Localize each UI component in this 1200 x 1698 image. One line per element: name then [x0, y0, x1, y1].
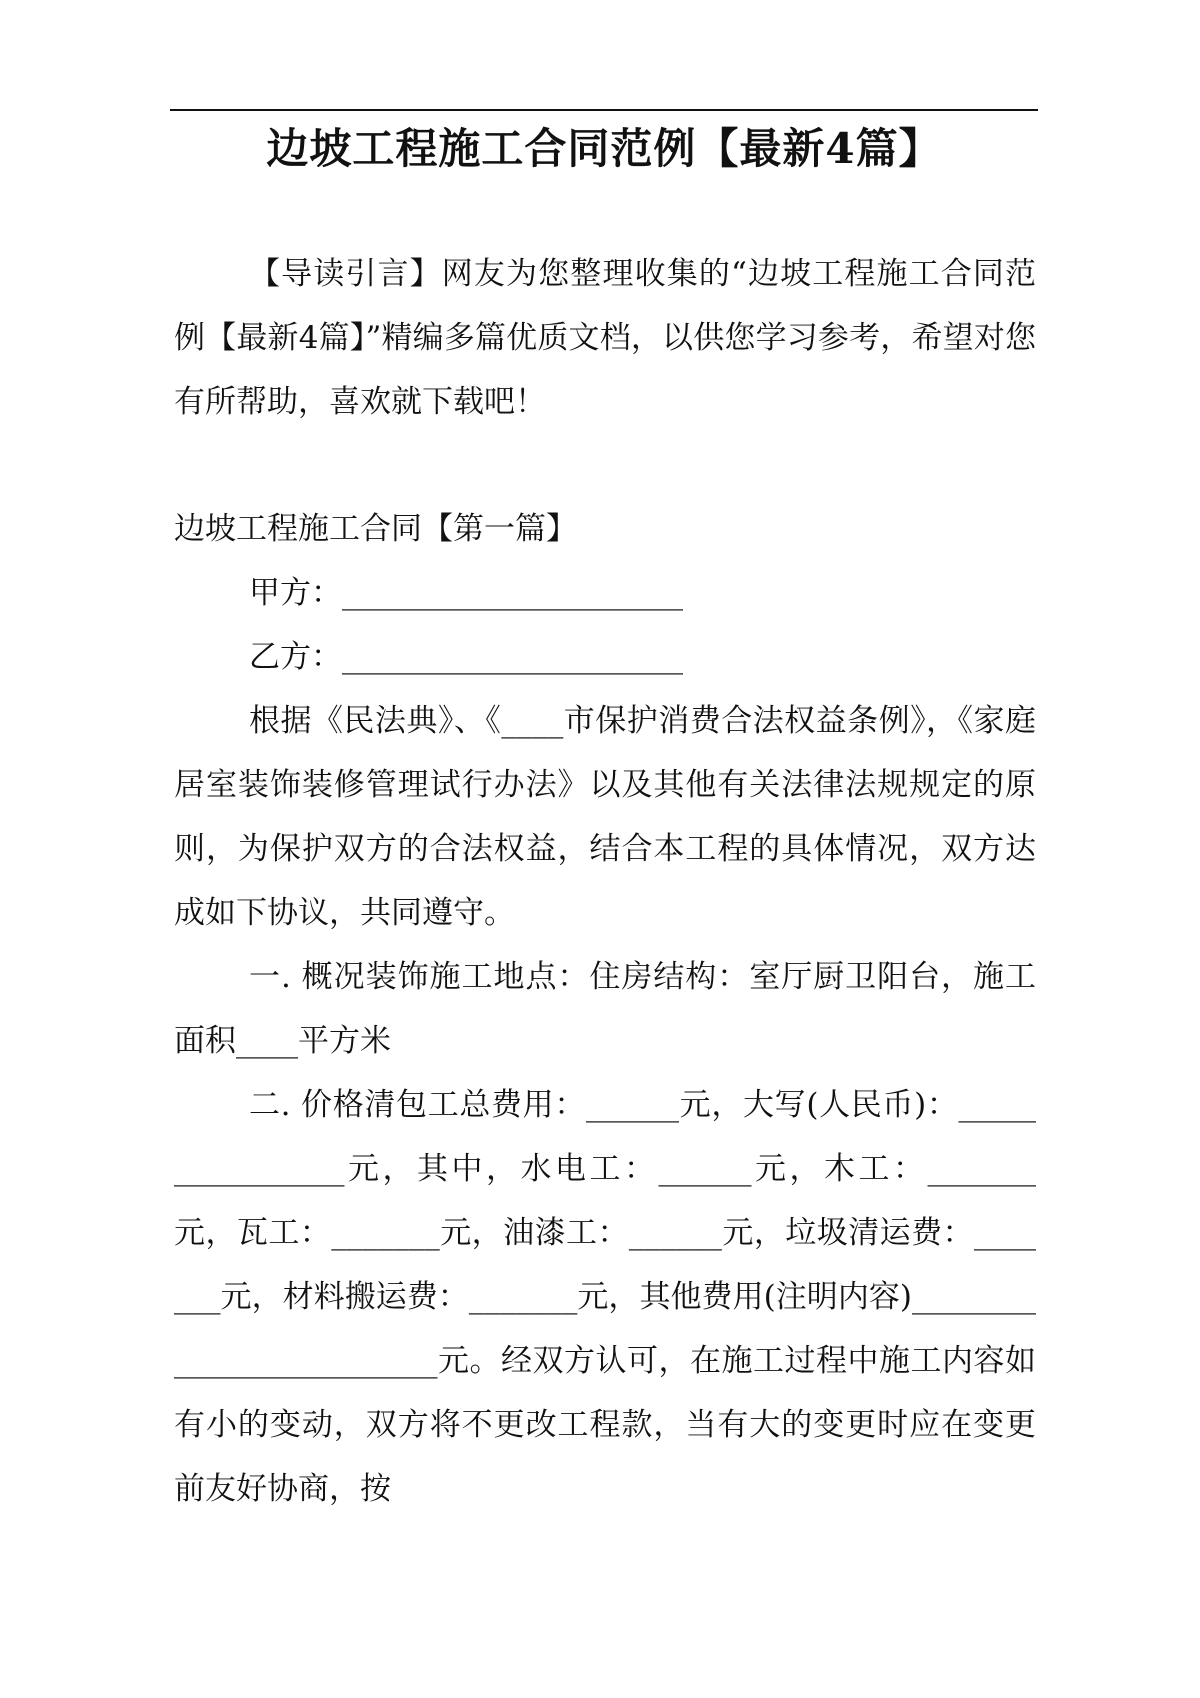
contract-section-1	[174, 497, 1036, 1521]
intro-paragraph: 【导读引言】网友为您整理收集的“边坡工程施工合同范例【最新4篇】”精编多篇优质文档，以供您学习参考，希望对您有所帮助，喜欢就下载吧！	[174, 256, 1036, 420]
section-heading: 边坡工程施工合同【第一篇】	[174, 511, 577, 547]
legal-basis-paragraph: 根据《民法典》、《____市保护消费合法权益条例》，《家庭居室装饰装修管理试行办法》以及其他有关法律法规规定的原则，为保护双方的合法权益，结合本工程的具体情况，双方达成如下协议，共同遵守。	[174, 703, 1036, 931]
party-b-line: 乙方：______________________	[249, 639, 683, 675]
party-a-line: 甲方：______________________	[249, 575, 683, 611]
top-divider	[170, 109, 1038, 111]
price-paragraph: 二. 价格清包工总费用：______元，大写(人民币)：________________元，其中，水电工：______元，木工：_______元，瓦工：_______元，油漆工：______元，垃圾清运费：_______元，材料搬运费：_______元，其他费用(注明内容)_________________________元。经双方认可，在施工过程中施工内容如有小的变动，双方将不更改工程款，当有大的变更时应在变更前友好协商，按	[174, 1087, 1036, 1507]
document-title: 边坡工程施工合同范例【最新4篇】	[266, 124, 942, 173]
overview-paragraph: 一. 概况装饰施工地点：住房结构：室厅厨卫阳台，施工面积____平方米	[174, 959, 1036, 1059]
